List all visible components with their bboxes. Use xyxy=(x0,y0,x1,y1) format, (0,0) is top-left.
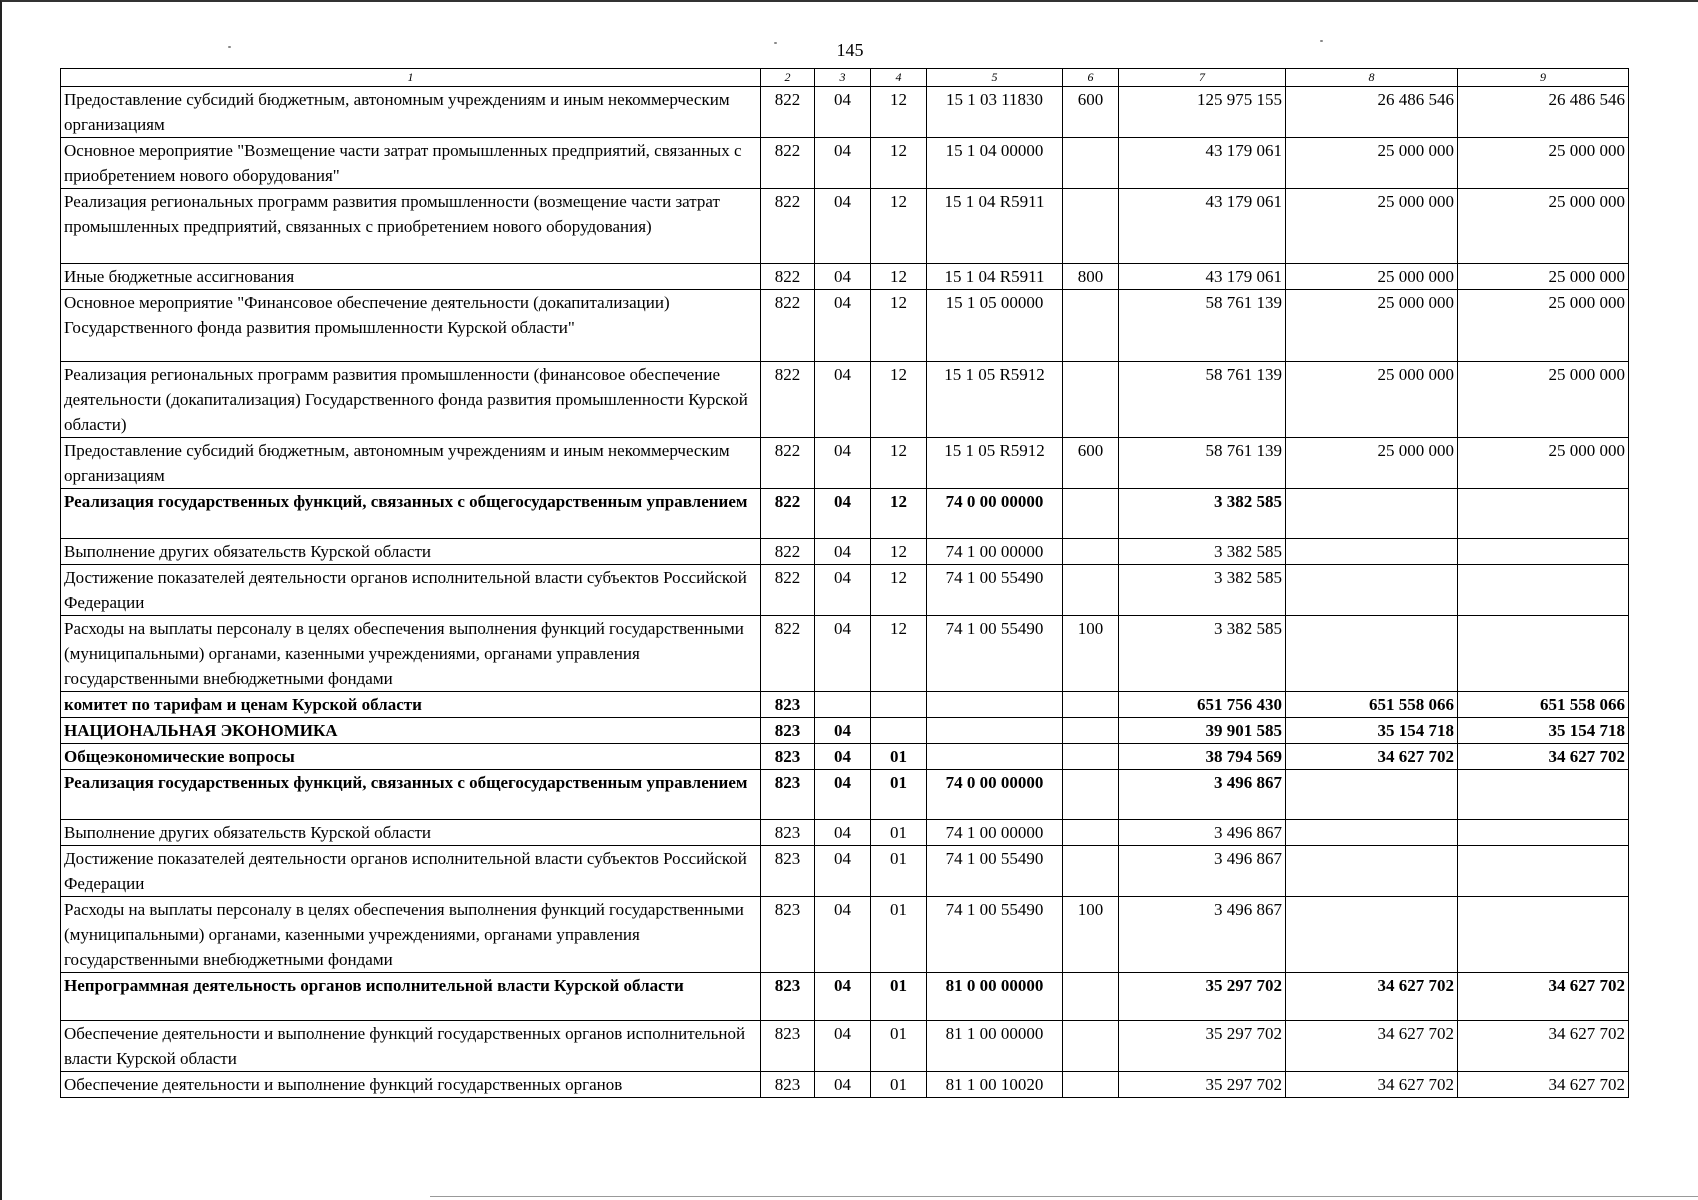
row-amount-year-1: 3 496 867 xyxy=(1119,770,1286,820)
row-amount-year-3: 25 000 000 xyxy=(1458,438,1629,489)
row-description: комитет по тарифам и ценам Курской области xyxy=(61,692,761,718)
row-section-code: 04 xyxy=(815,1072,871,1098)
column-number-row xyxy=(61,69,1629,87)
row-target-article xyxy=(927,692,1063,718)
row-description: Реализация государственных функций, связанных с общегосударственным управлением xyxy=(61,489,761,539)
row-ministry-code: 823 xyxy=(761,718,815,744)
table-row xyxy=(61,362,1629,438)
row-subsection-code: 01 xyxy=(871,770,927,820)
row-amount-year-1: 43 179 061 xyxy=(1119,264,1286,290)
row-subsection-code: 12 xyxy=(871,565,927,616)
row-ministry-code: 823 xyxy=(761,897,815,973)
row-ministry-code: 822 xyxy=(761,362,815,438)
row-subsection-code: 01 xyxy=(871,744,927,770)
table-row xyxy=(61,489,1629,539)
table-row xyxy=(61,897,1629,973)
row-section-code: 04 xyxy=(815,362,871,438)
row-target-article: 15 1 05 R5912 xyxy=(927,438,1063,489)
row-target-article: 81 1 00 10020 xyxy=(927,1072,1063,1098)
table-row xyxy=(61,264,1629,290)
row-ministry-code: 823 xyxy=(761,770,815,820)
row-target-article: 74 0 00 00000 xyxy=(927,770,1063,820)
row-ministry-code: 822 xyxy=(761,87,815,138)
table-row xyxy=(61,744,1629,770)
row-description: Общеэкономические вопросы xyxy=(61,744,761,770)
row-amount-year-1: 58 761 139 xyxy=(1119,290,1286,362)
row-description: Предоставление субсидий бюджетным, автономным учреждениям и иным некоммерческим организациям xyxy=(61,87,761,138)
row-ministry-code: 822 xyxy=(761,438,815,489)
row-target-article: 74 1 00 55490 xyxy=(927,897,1063,973)
row-subsection-code xyxy=(871,692,927,718)
row-section-code: 04 xyxy=(815,616,871,692)
row-amount-year-1: 35 297 702 xyxy=(1119,1072,1286,1098)
row-amount-year-3: 25 000 000 xyxy=(1458,138,1629,189)
row-expense-type: 100 xyxy=(1063,616,1119,692)
row-amount-year-3: 26 486 546 xyxy=(1458,87,1629,138)
row-subsection-code: 12 xyxy=(871,290,927,362)
row-amount-year-1: 3 496 867 xyxy=(1119,846,1286,897)
row-target-article: 74 1 00 00000 xyxy=(927,820,1063,846)
row-amount-year-1: 58 761 139 xyxy=(1119,362,1286,438)
row-section-code: 04 xyxy=(815,565,871,616)
row-description: Предоставление субсидий бюджетным, автономным учреждениям и иным некоммерческим организациям xyxy=(61,438,761,489)
column-header: 4 xyxy=(871,69,927,87)
table-row xyxy=(61,1021,1629,1072)
row-target-article: 15 1 05 00000 xyxy=(927,290,1063,362)
row-ministry-code: 822 xyxy=(761,616,815,692)
row-amount-year-2: 35 154 718 xyxy=(1286,718,1458,744)
row-amount-year-2: 25 000 000 xyxy=(1286,189,1458,264)
row-expense-type xyxy=(1063,718,1119,744)
row-amount-year-2 xyxy=(1286,897,1458,973)
row-target-article: 74 0 00 00000 xyxy=(927,489,1063,539)
row-ministry-code: 823 xyxy=(761,846,815,897)
row-amount-year-2 xyxy=(1286,616,1458,692)
row-amount-year-3: 35 154 718 xyxy=(1458,718,1629,744)
row-subsection-code: 12 xyxy=(871,489,927,539)
row-amount-year-1: 43 179 061 xyxy=(1119,138,1286,189)
row-description: Основное мероприятие "Возмещение части затрат промышленных предприятий, связанных с приобретением нового оборудования" xyxy=(61,138,761,189)
row-description: Реализация региональных программ развития промышленности (возмещение части затрат промышленных предприятий, связанных с приобретением нового оборудования) xyxy=(61,189,761,264)
table-row xyxy=(61,87,1629,138)
row-ministry-code: 822 xyxy=(761,189,815,264)
row-subsection-code: 12 xyxy=(871,616,927,692)
row-amount-year-3 xyxy=(1458,846,1629,897)
table-row xyxy=(61,692,1629,718)
table-row xyxy=(61,539,1629,565)
row-expense-type: 600 xyxy=(1063,87,1119,138)
row-amount-year-1: 3 496 867 xyxy=(1119,820,1286,846)
row-ministry-code: 823 xyxy=(761,1021,815,1072)
table-row xyxy=(61,846,1629,897)
row-expense-type: 100 xyxy=(1063,897,1119,973)
row-target-article xyxy=(927,718,1063,744)
row-expense-type xyxy=(1063,744,1119,770)
row-section-code: 04 xyxy=(815,290,871,362)
row-section-code: 04 xyxy=(815,87,871,138)
row-description: Обеспечение деятельности и выполнение функций государственных органов xyxy=(61,1072,761,1098)
row-amount-year-1: 3 496 867 xyxy=(1119,897,1286,973)
row-amount-year-2: 26 486 546 xyxy=(1286,87,1458,138)
table-row xyxy=(61,820,1629,846)
row-target-article: 81 0 00 00000 xyxy=(927,973,1063,1021)
row-description: Выполнение других обязательств Курской области xyxy=(61,539,761,565)
row-expense-type xyxy=(1063,846,1119,897)
column-header: 8 xyxy=(1286,69,1458,87)
row-ministry-code: 823 xyxy=(761,820,815,846)
row-amount-year-3 xyxy=(1458,565,1629,616)
row-amount-year-2: 34 627 702 xyxy=(1286,1072,1458,1098)
row-section-code: 04 xyxy=(815,897,871,973)
row-subsection-code: 01 xyxy=(871,846,927,897)
row-subsection-code: 12 xyxy=(871,539,927,565)
row-target-article: 74 1 00 55490 xyxy=(927,616,1063,692)
column-header: 2 xyxy=(761,69,815,87)
row-subsection-code: 12 xyxy=(871,189,927,264)
row-amount-year-2 xyxy=(1286,846,1458,897)
row-amount-year-1: 3 382 585 xyxy=(1119,539,1286,565)
row-target-article: 74 1 00 00000 xyxy=(927,539,1063,565)
row-description: Основное мероприятие "Финансовое обеспечение деятельности (докапитализации) Государственного фонда развития промышленности Курской области" xyxy=(61,290,761,362)
row-amount-year-2 xyxy=(1286,489,1458,539)
row-subsection-code: 12 xyxy=(871,264,927,290)
row-amount-year-2: 25 000 000 xyxy=(1286,138,1458,189)
row-subsection-code: 12 xyxy=(871,362,927,438)
row-ministry-code: 822 xyxy=(761,539,815,565)
row-expense-type xyxy=(1063,973,1119,1021)
row-section-code: 04 xyxy=(815,189,871,264)
row-amount-year-3: 34 627 702 xyxy=(1458,744,1629,770)
row-target-article: 74 1 00 55490 xyxy=(927,846,1063,897)
row-amount-year-1: 39 901 585 xyxy=(1119,718,1286,744)
row-expense-type xyxy=(1063,820,1119,846)
row-description: Расходы на выплаты персоналу в целях обеспечения выполнения функций государственными (муниципальными) органами, казенными учреждениями, органами управления государственными внебюджетными фондами xyxy=(61,897,761,973)
row-ministry-code: 823 xyxy=(761,1072,815,1098)
row-description: Достижение показателей деятельности органов исполнительной власти субъектов Российской Федерации xyxy=(61,846,761,897)
row-amount-year-1: 35 297 702 xyxy=(1119,973,1286,1021)
row-ministry-code: 822 xyxy=(761,264,815,290)
row-expense-type xyxy=(1063,692,1119,718)
row-amount-year-3: 651 558 066 xyxy=(1458,692,1629,718)
row-amount-year-3: 25 000 000 xyxy=(1458,189,1629,264)
row-section-code: 04 xyxy=(815,846,871,897)
row-amount-year-1: 38 794 569 xyxy=(1119,744,1286,770)
column-header: 6 xyxy=(1063,69,1119,87)
budget-table xyxy=(60,68,1629,1098)
row-subsection-code: 12 xyxy=(871,87,927,138)
row-amount-year-2: 25 000 000 xyxy=(1286,290,1458,362)
row-ministry-code: 822 xyxy=(761,138,815,189)
row-expense-type xyxy=(1063,362,1119,438)
row-description: Непрограммная деятельность органов исполнительной власти Курской области xyxy=(61,973,761,1021)
row-amount-year-3: 34 627 702 xyxy=(1458,973,1629,1021)
row-amount-year-2 xyxy=(1286,539,1458,565)
row-amount-year-3: 34 627 702 xyxy=(1458,1072,1629,1098)
row-description: Реализация региональных программ развития промышленности (финансовое обеспечение деятельности (докапитализация) Государственного фонда развития промышленности Курской области) xyxy=(61,362,761,438)
row-section-code: 04 xyxy=(815,820,871,846)
row-section-code: 04 xyxy=(815,264,871,290)
row-amount-year-1: 125 975 155 xyxy=(1119,87,1286,138)
row-amount-year-3 xyxy=(1458,770,1629,820)
scan-edge-line xyxy=(430,1196,1698,1197)
row-section-code: 04 xyxy=(815,973,871,1021)
row-subsection-code: 01 xyxy=(871,1072,927,1098)
table-row xyxy=(61,973,1629,1021)
row-target-article: 81 1 00 00000 xyxy=(927,1021,1063,1072)
row-subsection-code xyxy=(871,718,927,744)
row-description: Достижение показателей деятельности органов исполнительной власти субъектов Российской Федерации xyxy=(61,565,761,616)
table-row xyxy=(61,290,1629,362)
row-section-code xyxy=(815,692,871,718)
row-amount-year-1: 43 179 061 xyxy=(1119,189,1286,264)
row-section-code: 04 xyxy=(815,539,871,565)
table-row xyxy=(61,718,1629,744)
row-expense-type xyxy=(1063,539,1119,565)
table-row xyxy=(61,1072,1629,1098)
row-subsection-code: 01 xyxy=(871,897,927,973)
row-amount-year-3 xyxy=(1458,539,1629,565)
row-amount-year-1: 58 761 139 xyxy=(1119,438,1286,489)
row-section-code: 04 xyxy=(815,1021,871,1072)
row-expense-type xyxy=(1063,770,1119,820)
row-amount-year-2: 25 000 000 xyxy=(1286,362,1458,438)
row-description: Выполнение других обязательств Курской области xyxy=(61,820,761,846)
row-amount-year-1: 3 382 585 xyxy=(1119,565,1286,616)
row-description: Обеспечение деятельности и выполнение функций государственных органов исполнительной власти Курской области xyxy=(61,1021,761,1072)
row-amount-year-3: 25 000 000 xyxy=(1458,290,1629,362)
row-ministry-code: 823 xyxy=(761,692,815,718)
row-ministry-code: 823 xyxy=(761,744,815,770)
row-amount-year-1: 35 297 702 xyxy=(1119,1021,1286,1072)
column-header: 3 xyxy=(815,69,871,87)
row-target-article: 15 1 05 R5912 xyxy=(927,362,1063,438)
row-amount-year-2: 25 000 000 xyxy=(1286,438,1458,489)
row-amount-year-3 xyxy=(1458,897,1629,973)
row-amount-year-3: 25 000 000 xyxy=(1458,362,1629,438)
row-amount-year-3: 34 627 702 xyxy=(1458,1021,1629,1072)
scan-speck xyxy=(228,46,231,48)
row-target-article: 15 1 04 R5911 xyxy=(927,264,1063,290)
row-expense-type xyxy=(1063,489,1119,539)
row-description: Реализация государственных функций, связанных с общегосударственным управлением xyxy=(61,770,761,820)
row-amount-year-2 xyxy=(1286,770,1458,820)
row-amount-year-3: 25 000 000 xyxy=(1458,264,1629,290)
row-ministry-code: 822 xyxy=(761,565,815,616)
row-expense-type xyxy=(1063,1021,1119,1072)
row-description: Иные бюджетные ассигнования xyxy=(61,264,761,290)
column-header: 9 xyxy=(1458,69,1629,87)
row-amount-year-3 xyxy=(1458,616,1629,692)
table-row xyxy=(61,616,1629,692)
row-amount-year-1: 3 382 585 xyxy=(1119,489,1286,539)
row-section-code: 04 xyxy=(815,438,871,489)
page-number: 145 xyxy=(836,40,864,60)
table-row xyxy=(61,565,1629,616)
row-target-article: 15 1 03 11830 xyxy=(927,87,1063,138)
row-amount-year-3 xyxy=(1458,489,1629,539)
row-amount-year-3 xyxy=(1458,820,1629,846)
row-target-article: 15 1 04 R5911 xyxy=(927,189,1063,264)
row-expense-type xyxy=(1063,189,1119,264)
row-amount-year-2: 651 558 066 xyxy=(1286,692,1458,718)
row-subsection-code: 01 xyxy=(871,973,927,1021)
row-target-article: 15 1 04 00000 xyxy=(927,138,1063,189)
row-target-article: 74 1 00 55490 xyxy=(927,565,1063,616)
table-row xyxy=(61,770,1629,820)
row-amount-year-2: 34 627 702 xyxy=(1286,744,1458,770)
scan-speck xyxy=(1320,40,1323,42)
row-section-code: 04 xyxy=(815,770,871,820)
row-amount-year-2: 34 627 702 xyxy=(1286,973,1458,1021)
row-amount-year-1: 3 382 585 xyxy=(1119,616,1286,692)
row-expense-type: 600 xyxy=(1063,438,1119,489)
table-row xyxy=(61,438,1629,489)
row-subsection-code: 12 xyxy=(871,438,927,489)
row-amount-year-2: 25 000 000 xyxy=(1286,264,1458,290)
row-expense-type xyxy=(1063,1072,1119,1098)
row-section-code: 04 xyxy=(815,489,871,539)
row-section-code: 04 xyxy=(815,138,871,189)
row-description: НАЦИОНАЛЬНАЯ ЭКОНОМИКА xyxy=(61,718,761,744)
row-expense-type xyxy=(1063,138,1119,189)
row-ministry-code: 822 xyxy=(761,489,815,539)
row-subsection-code: 12 xyxy=(871,138,927,189)
column-header: 1 xyxy=(61,69,761,87)
table-row xyxy=(61,138,1629,189)
row-amount-year-2: 34 627 702 xyxy=(1286,1021,1458,1072)
row-ministry-code: 822 xyxy=(761,290,815,362)
row-amount-year-2 xyxy=(1286,565,1458,616)
row-section-code: 04 xyxy=(815,718,871,744)
scan-speck xyxy=(774,42,777,44)
row-subsection-code: 01 xyxy=(871,1021,927,1072)
row-amount-year-1: 651 756 430 xyxy=(1119,692,1286,718)
row-subsection-code: 01 xyxy=(871,820,927,846)
row-description: Расходы на выплаты персоналу в целях обеспечения выполнения функций государственными (муниципальными) органами, казенными учреждениями, органами управления государственными внебюджетными фондами xyxy=(61,616,761,692)
row-expense-type xyxy=(1063,290,1119,362)
row-target-article xyxy=(927,744,1063,770)
table-row xyxy=(61,189,1629,264)
row-expense-type xyxy=(1063,565,1119,616)
row-section-code: 04 xyxy=(815,744,871,770)
row-expense-type: 800 xyxy=(1063,264,1119,290)
column-header: 7 xyxy=(1119,69,1286,87)
row-amount-year-2 xyxy=(1286,820,1458,846)
column-header: 5 xyxy=(927,69,1063,87)
row-ministry-code: 823 xyxy=(761,973,815,1021)
